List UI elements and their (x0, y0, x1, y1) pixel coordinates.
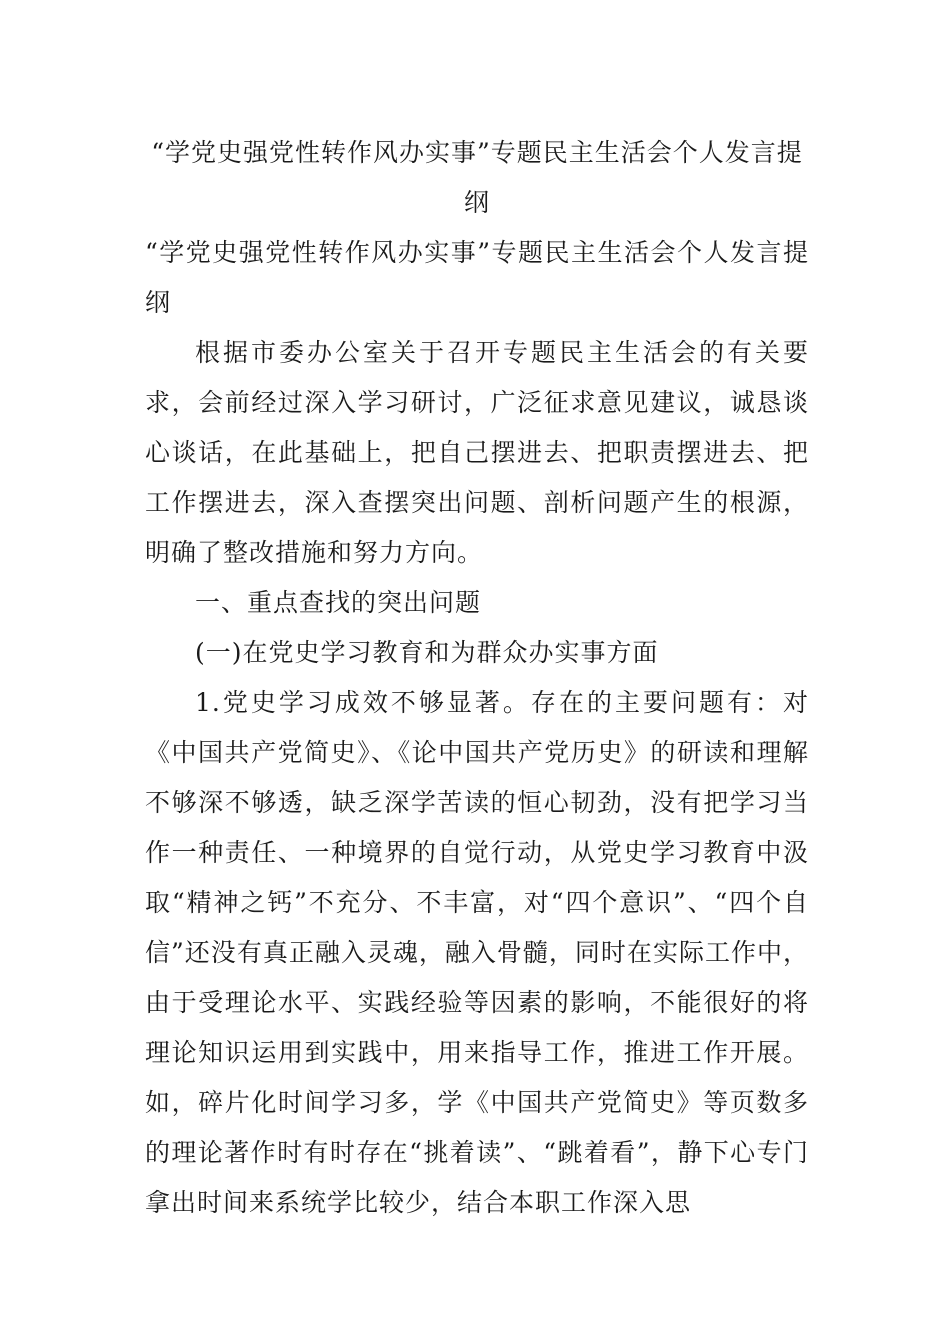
point-paragraph: 1.党史学习成效不够显著。存在的主要问题有：对《中国共产党简史》、《论中国共产党历史》的研读和理解不够深不够透，缺乏深学苦读的恒心韧劲，没有把学习当作一种责任、一种境界的自觉行动，从党史学习教育中汲取“精神之钙”不充分、不丰富，对“四个意识”、“四个自信”还没有真正融入灵魂，融入骨髓，同时在实际工作中，由于受理论水平、实践经验等因素的影响，不能很好的将理论知识运用到实践中，用来指导工作，推进工作开展。如，碎片化时间学习多，学《中国共产党简史》等页数多的理论著作时有时存在“挑着读”、“跳着看”，静下心专门拿出时间来系统学比较少，结合本职工作深入思 (145, 688, 809, 1217)
subsection-heading: (一)在党史学习教育和为群众办实事方面 (195, 638, 659, 667)
document-subtitle: “学党史强党性转作风办实事”专题民主生活会个人发言提纲 (145, 238, 809, 317)
section-heading: 一、重点查找的突出问题 (195, 588, 482, 617)
intro-paragraph: 根据市委办公室关于召开专题民主生活会的有关要求，会前经过深入学习研讨，广泛征求意见建议，诚恳谈心谈话，在此基础上，把自己摆进去、把职责摆进去、把工作摆进去，深入查摆突出问题、剖析问题产生的根源，明确了整改措施和努力方向。 (145, 338, 809, 567)
document-title: “学党史强党性转作风办实事”专题民主生活会个人发言提纲 (151, 138, 803, 217)
document-body (145, 128, 809, 1228)
